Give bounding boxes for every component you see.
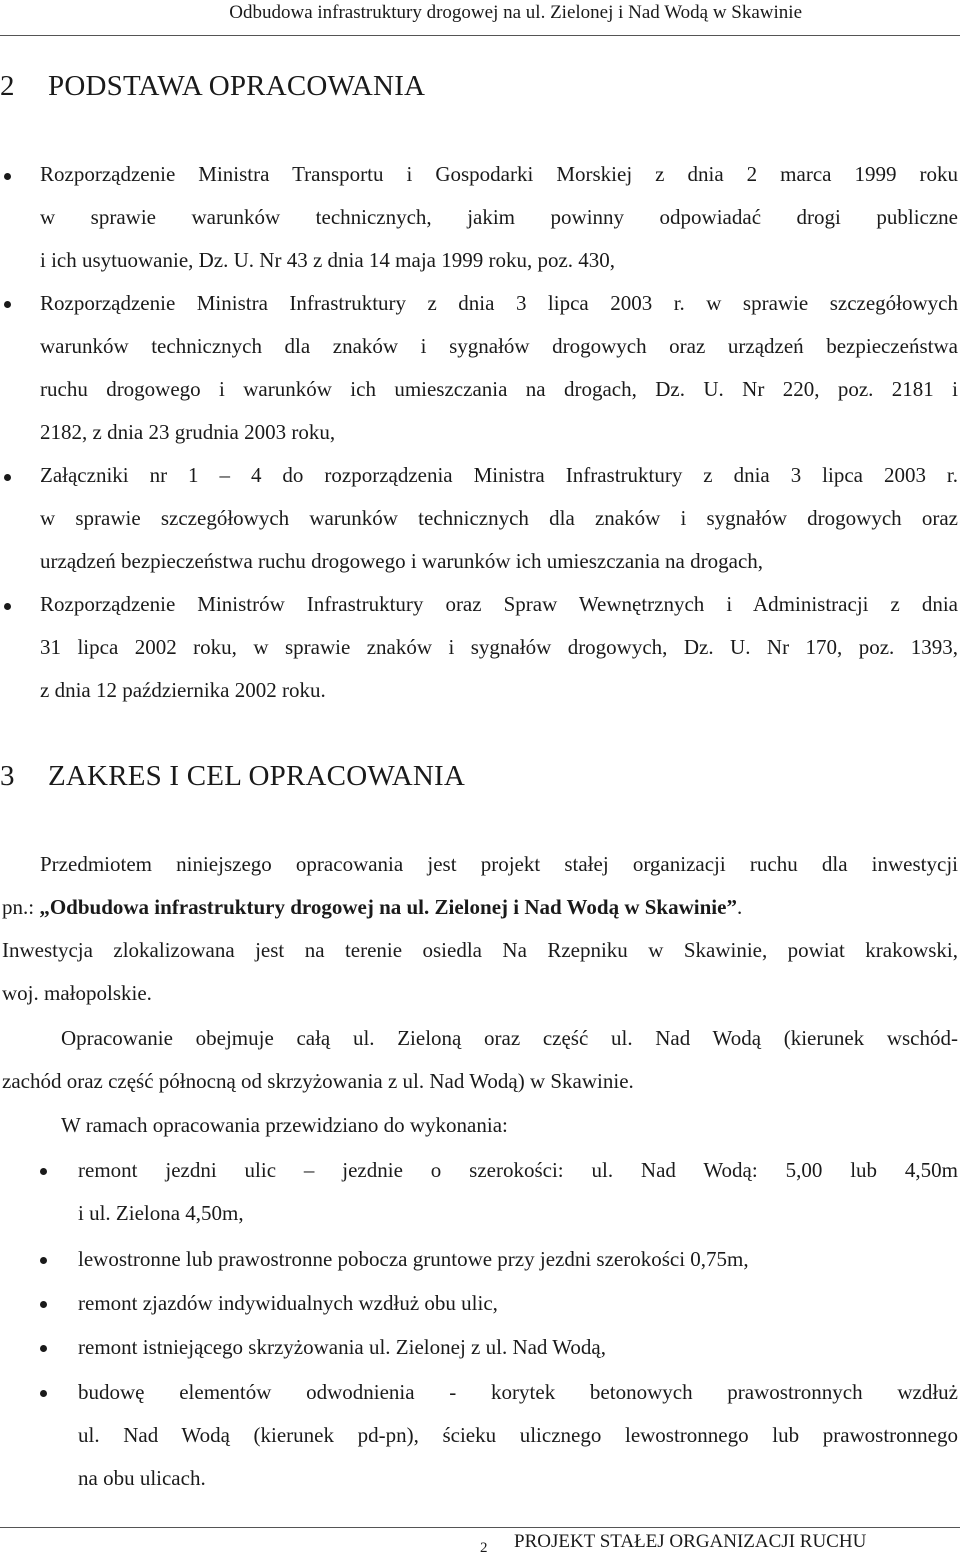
- legal-basis-item-1-line-1: Rozporządzenie Ministra Transportu i Gospodarki Morskiej z dnia 2 marca 1999 roku: [40, 162, 958, 186]
- bullet-icon: [40, 1168, 47, 1175]
- subject-line-1: Przedmiotem niniejszego opracowania jest projekt stałej organizacji ruchu dla inwestycji: [40, 852, 958, 876]
- legal-basis-item-1-line-3: i ich usytuowanie, Dz. U. Nr 43 z dnia 14 maja 1999 roku, poz. 430,: [40, 248, 616, 272]
- legal-basis-item-3-line-2: w sprawie szczegółowych warunków technicznych dla znaków i sygnałów drogowych oraz: [40, 506, 958, 530]
- works-item-2: lewostronne lub prawostronne pobocza gruntowe przy jezdni szerokości 0,75m,: [78, 1247, 749, 1271]
- legal-basis-item-2-line-1: Rozporządzenie Ministra Infrastruktury z dnia 3 lipca 2003 r. w sprawie szczegółowych: [40, 291, 958, 315]
- legal-basis-item-3-line-1: Załączniki nr 1 – 4 do rozporządzenia Ministra Infrastruktury z dnia 3 lipca 2003 r.: [40, 463, 958, 487]
- project-name: „Odbudowa infrastruktury drogowej na ul. Zielonej i Nad Wodą w Skawinie”: [39, 895, 737, 919]
- works-item-1-line-2: i ul. Zielona 4,50m,: [78, 1201, 244, 1225]
- bullet-icon: [4, 173, 11, 180]
- running-header-title: Odbudowa infrastruktury drogowej na ul. Zielonej i Nad Wodą w Skawinie: [229, 2, 802, 23]
- legal-basis-item-1-line-2: w sprawie warunków technicznych, jakim powinny odpowiadać drogi publiczne: [40, 205, 958, 229]
- bullet-icon: [40, 1301, 47, 1308]
- works-item-4: remont istniejącego skrzyżowania ul. Zielonej z ul. Nad Wodą,: [78, 1335, 607, 1359]
- section-2-number: 2: [0, 70, 15, 102]
- location-line-2: woj. małopolskie.: [2, 981, 152, 1005]
- scope-line-1: Opracowanie obejmuje całą ul. Zieloną oraz część ul. Nad Wodą (kierunek wschód-: [61, 1026, 958, 1050]
- legal-basis-item-4-line-2: 31 lipca 2002 roku, w sprawie znaków i sygnałów drogowych, Dz. U. Nr 170, poz. 1393,: [40, 635, 958, 659]
- running-header: [0, 0, 960, 36]
- legal-basis-item-4-line-3: z dnia 12 października 2002 roku.: [40, 678, 326, 702]
- section-3-heading: [0, 760, 465, 793]
- legal-basis-item-3-line-3: urządzeń bezpieczeństwa ruchu drogowego i warunków ich umieszczania na drogach,: [40, 549, 764, 573]
- subject-suffix: .: [736, 895, 743, 919]
- works-item-5-line-3: na obu ulicach.: [78, 1466, 206, 1490]
- location-line-1: Inwestycja zlokalizowana jest na terenie osiedla Na Rzepniku w Skawinie, powiat krakowski,: [2, 938, 958, 962]
- page-number: 2: [480, 1540, 488, 1556]
- works-item-3: remont zjazdów indywidualnych wzdłuż obu ulic,: [78, 1291, 498, 1315]
- works-intro: W ramach opracowania przewidziano do wykonania:: [61, 1113, 508, 1137]
- footer-rule: [0, 1527, 960, 1528]
- bullet-icon: [4, 474, 11, 481]
- works-item-1-line-1: remont jezdni ulic – jezdnie o szerokości: ul. Nad Wodą: 5,00 lub 4,50m: [78, 1158, 958, 1182]
- section-2-title: PODSTAWA OPRACOWANIA: [48, 70, 426, 102]
- running-footer: PROJEKT STAŁEJ ORGANIZACJI RUCHU: [514, 1531, 867, 1552]
- bullet-icon: [40, 1390, 47, 1397]
- section-3-number: 3: [0, 760, 15, 792]
- legal-basis-item-2-line-4: 2182, z dnia 23 grudnia 2003 roku,: [40, 420, 336, 444]
- bullet-icon: [4, 301, 11, 308]
- legal-basis-item-2-line-3: ruchu drogowego i warunków ich umieszczania na drogach, Dz. U. Nr 220, poz. 2181 i: [40, 377, 958, 401]
- legal-basis-item-2-line-2: warunków technicznych dla znaków i sygnałów drogowych oraz urządzeń bezpieczeństwa: [40, 334, 958, 358]
- works-item-5-line-2: ul. Nad Wodą (kierunek pd-pn), ścieku ulicznego lewostronnego lub prawostronnego: [78, 1423, 958, 1447]
- subject-line-2: [2, 886, 742, 929]
- works-item-5-line-1: budowę elementów odwodnienia - korytek betonowych prawostronnych wzdłuż: [78, 1380, 958, 1404]
- bullet-icon: [40, 1257, 47, 1264]
- bullet-icon: [4, 603, 11, 610]
- bullet-icon: [40, 1345, 47, 1352]
- subject-prefix: pn.:: [2, 895, 40, 919]
- section-2-heading: [0, 70, 425, 103]
- section-3-title: ZAKRES I CEL OPRACOWANIA: [48, 760, 465, 792]
- legal-basis-item-4-line-1: Rozporządzenie Ministrów Infrastruktury oraz Spraw Wewnętrznych i Administracji z dnia: [40, 592, 958, 616]
- scope-line-2: zachód oraz część północną od skrzyżowania z ul. Nad Wodą) w Skawinie.: [2, 1069, 634, 1093]
